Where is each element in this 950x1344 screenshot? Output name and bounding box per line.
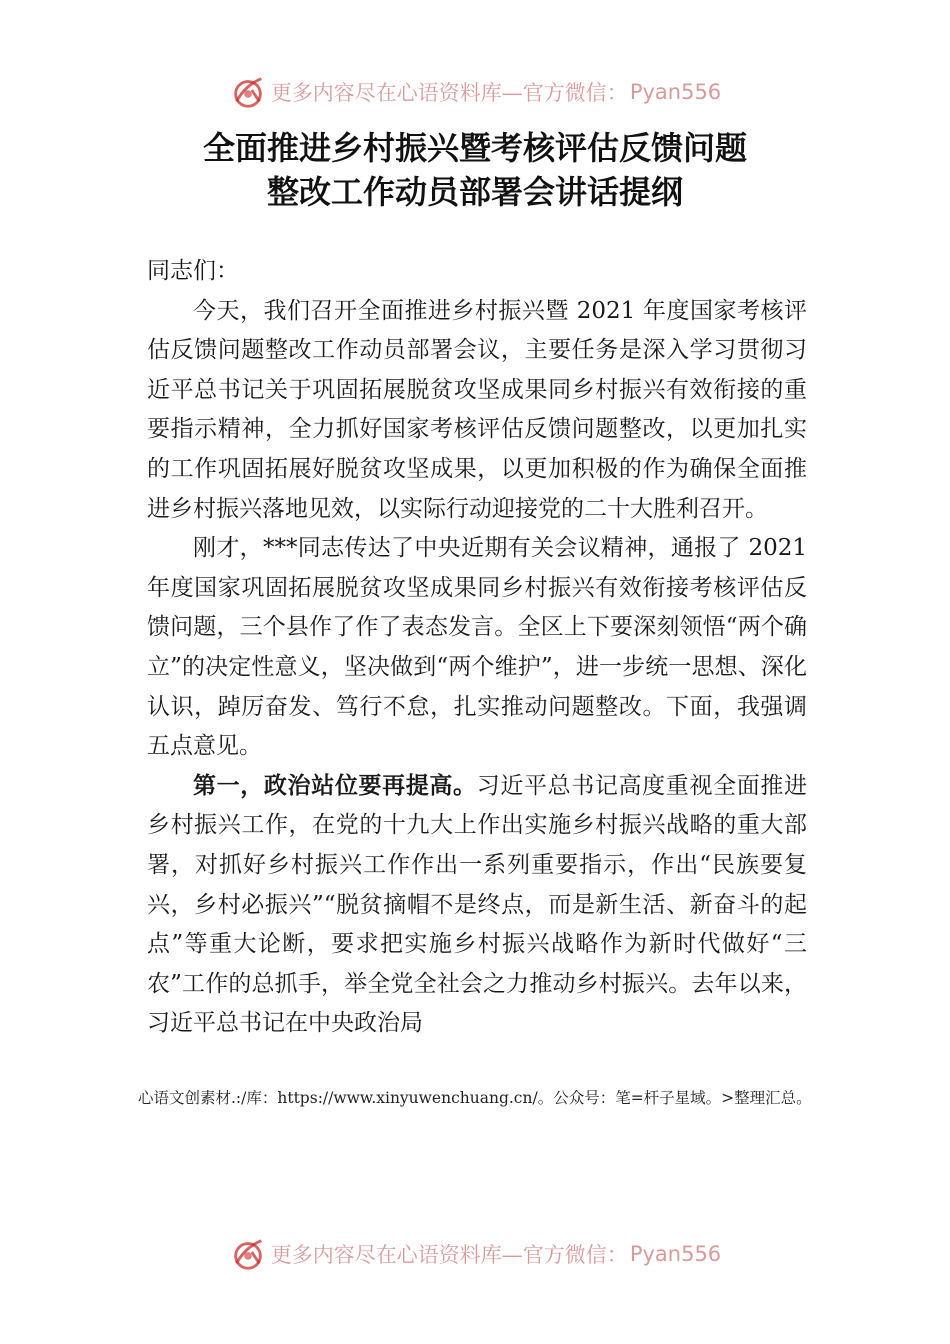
watermark-text: 更多内容尽在心语资料库—官方微信： (270, 81, 628, 105)
salutation: 同志们： (147, 258, 239, 284)
watermark-text: 更多内容尽在心语资料库—官方微信： (270, 1243, 628, 1267)
paragraph-3-text: 习近平总书记高度重视全面推进乡村振兴工作，在党的十九大上作出实施乡村振兴战略的重大部署，对抓好乡村振兴工作作出一系列重要指示，作出“民族要复兴，乡村必振兴”“脱贫摘帽不是终点，而是新生活、新奋斗的起点”等重大论断，要求把实施乡村振兴战略作为新时代做好“三农”工作的总抓手，举全党全社会之力推动乡村振兴。去年以来，习近平总书记在中央政治局 (147, 772, 808, 1037)
watermark-wechat-id: Pyan556 (629, 80, 722, 104)
document-body (147, 252, 807, 1044)
watermark-wechat-id: Pyan556 (629, 1242, 722, 1266)
source-footnote: 心语文创素材.:/库：https://www.xinyuwenchuang.cn/。公众号：笔=杆子星域。>整理汇总。 (138, 1089, 812, 1107)
footer-watermark (0, 1234, 950, 1274)
title-line-2: 整改工作动员部署会讲话提纲 (266, 173, 683, 211)
paragraph-1: 今天，我们召开全面推进乡村振兴暨 2021 年度国家考核评估反馈问题整改工作动员部署会议，主要任务是深入学习贯彻习近平总书记关于巩固拓展脱贫攻坚成果同乡村振兴有效衔接的重要指示精神，全力抓好国家考核评估反馈问题整改，以更加扎实的工作巩固拓展好脱贫攻坚成果，以更加积极的作为确保全面推进乡村振兴落地见效，以实际行动迎接党的二十大胜利召开。 (147, 297, 807, 522)
paragraph-3-heading: 第一，政治站位要再提高。 (193, 772, 477, 799)
title-line-1: 全面推进乡村振兴暨考核评估反馈问题 (202, 129, 747, 167)
brand-logo-icon (229, 73, 267, 111)
paragraph-2: 刚才，***同志传达了中央近期有关会议精神，通报了 2021 年度国家巩固拓展脱贫攻坚成果同乡村振兴有效衔接考核评估反馈问题，三个县作了作了表态发言。全区上下要深刻领悟“两个确立”的决定性意义，坚决做到“两个维护”，进一步统一思想、深化认识，踔厉奋发、笃行不怠，扎实推动问题整改。下面，我强调五点意见。 (147, 535, 807, 760)
brand-logo-icon (229, 1235, 267, 1273)
document-title (0, 126, 950, 214)
header-watermark (0, 72, 950, 112)
paragraph-3 (147, 767, 807, 1044)
